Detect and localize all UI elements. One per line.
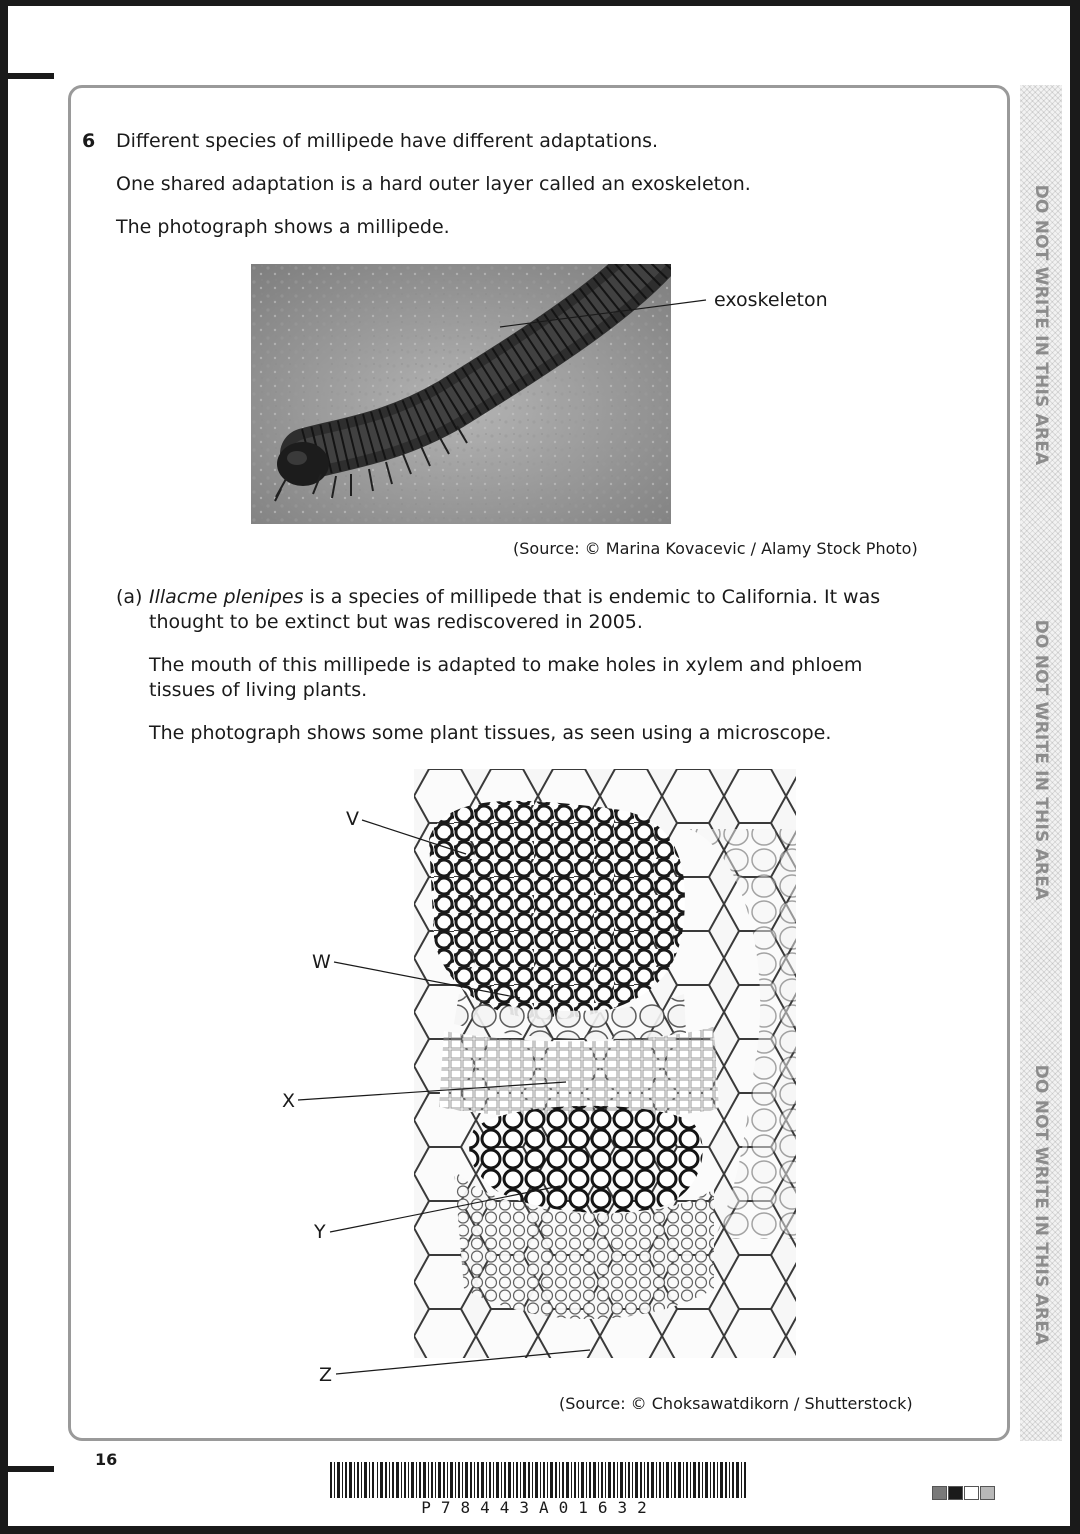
part-a-para2-line-1: The mouth of this millipede is adapted to make holes in xylem and phloem bbox=[149, 654, 863, 676]
registration-mark-top bbox=[8, 73, 54, 79]
print-colour-marks bbox=[932, 1486, 995, 1500]
intro-line-3: The photograph shows a millipede. bbox=[116, 216, 450, 238]
part-a-marker: (a) bbox=[116, 586, 143, 608]
margin-notice-1: DO NOT WRITE IN THIS AREA bbox=[1031, 184, 1051, 466]
part-a-line-1-rest: is a species of millipede that is endemic to California. It was bbox=[303, 586, 881, 608]
intro-line-1: Different species of millipede have different adaptations. bbox=[116, 130, 659, 152]
barcode-text: P78443A01632 bbox=[421, 1498, 657, 1517]
label-x: X bbox=[282, 1090, 296, 1112]
colour-mark-black bbox=[948, 1486, 963, 1500]
label-v: V bbox=[346, 808, 359, 830]
exoskeleton-label: exoskeleton bbox=[714, 289, 828, 311]
part-a-line-2: thought to be extinct but was rediscovered in 2005. bbox=[149, 611, 643, 633]
plant-tissue-micrograph bbox=[414, 769, 796, 1358]
millipede-photo bbox=[251, 264, 671, 524]
part-a-line-1 bbox=[149, 585, 880, 610]
photo1-source: (Source: © Marina Kovacevic / Alamy Stock Photo) bbox=[513, 539, 918, 558]
species-name: Illacme plenipes bbox=[149, 586, 304, 608]
registration-mark-bottom bbox=[8, 1466, 54, 1472]
barcode bbox=[330, 1462, 748, 1498]
label-w: W bbox=[312, 951, 331, 973]
part-a-para2-line-2: tissues of living plants. bbox=[149, 679, 368, 701]
margin-notice-3: DO NOT WRITE IN THIS AREA bbox=[1031, 1064, 1051, 1346]
colour-mark-white bbox=[964, 1486, 979, 1500]
photo2-source: (Source: © Choksawatdikorn / Shutterstock) bbox=[559, 1394, 913, 1413]
question-number: 6 bbox=[82, 130, 96, 152]
intro-line-2: One shared adaptation is a hard outer layer called an exoskeleton. bbox=[116, 173, 751, 195]
page-number: 16 bbox=[95, 1450, 118, 1469]
colour-mark-grey bbox=[932, 1486, 947, 1500]
colour-mark-light bbox=[980, 1486, 995, 1500]
part-a-para3: The photograph shows some plant tissues, as seen using a microscope. bbox=[149, 722, 832, 744]
label-y: Y bbox=[314, 1221, 326, 1243]
margin-notice-2: DO NOT WRITE IN THIS AREA bbox=[1031, 619, 1051, 901]
label-z: Z bbox=[319, 1364, 333, 1386]
